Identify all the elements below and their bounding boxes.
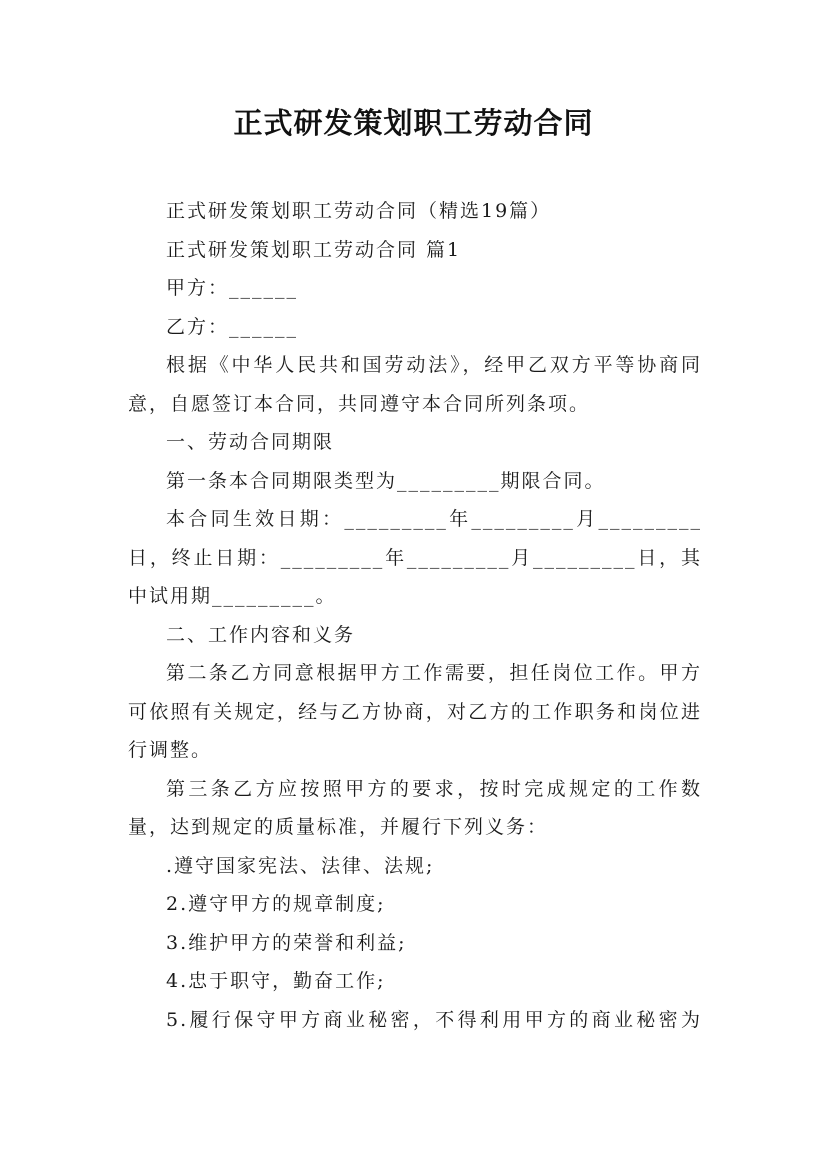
- paragraph-duty-5: 5.履行保守甲方商业秘密，不得利用甲方的商业秘密为: [166, 1008, 702, 1031]
- paragraph-duty-4: 4.忠于职守，勤奋工作;: [166, 970, 386, 992]
- paragraph-article-1: 第一条本合同期限类型为_________期限合同。: [166, 469, 606, 492]
- document-title: 正式研发策划职工劳动合同: [233, 106, 594, 140]
- paragraph-preamble: 根据《中华人民共和国劳动法》，经甲乙双方平等协商同意，自愿签订本合同，共同遵守本合同所列条项。: [128, 354, 702, 415]
- paragraph-heading-term: 一、劳动合同期限: [166, 431, 335, 453]
- paragraph-subtitle: 正式研发策划职工劳动合同（精选19篇）: [166, 200, 552, 222]
- paragraph-effective-dates: 本合同生效日期：_________年_________月_________日，终止日期：_________年_________月_________日，其中试用期_________。: [128, 508, 702, 607]
- paragraph-party-a: 甲方：______: [166, 277, 299, 299]
- paragraph-duty-3: 3.维护甲方的荣誉和利益;: [166, 931, 407, 954]
- paragraph-section-heading: 正式研发策划职工劳动合同 篇1: [166, 238, 462, 261]
- paragraph-article-2: 第二条乙方同意根据甲方工作需要，担任岗位工作。甲方可依照有关规定，经与乙方协商，对乙方的工作职务和岗位进行调整。: [128, 662, 702, 761]
- paragraph-party-b: 乙方：______: [166, 315, 299, 338]
- paragraph-duty-2: 2.遵守甲方的规章制度;: [166, 893, 386, 915]
- paragraph-duty-1: .遵守国家宪法、法律、法规;: [166, 854, 435, 877]
- paragraph-article-3: 第三条乙方应按照甲方的要求，按时完成规定的工作数量，达到规定的质量标准，并履行下列义务：: [128, 777, 702, 838]
- document-body: [128, 192, 702, 1039]
- paragraph-heading-duties: 二、工作内容和义务: [166, 623, 356, 646]
